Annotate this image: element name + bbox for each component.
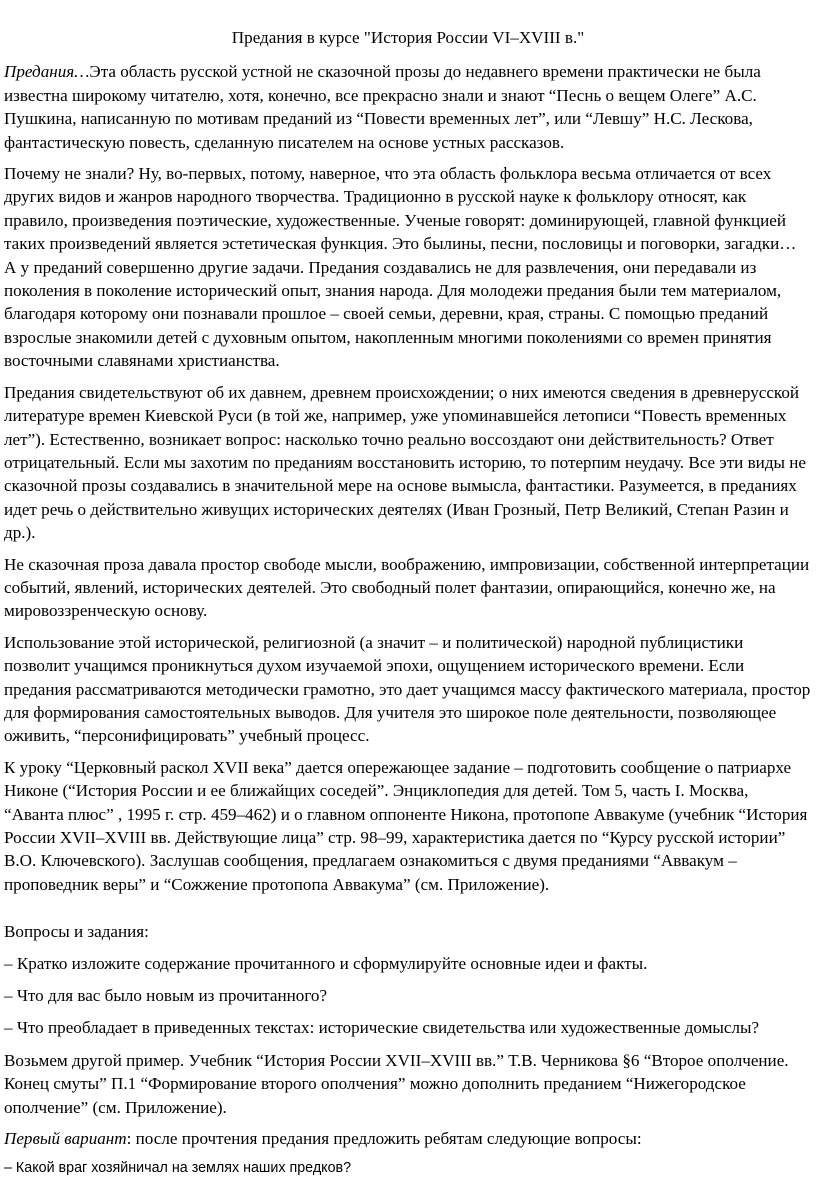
page-title: Предания в курсе "История России VI–XVIII в."	[231, 28, 585, 47]
paragraph-why: Почему не знали? Ну, во-первых, потому, наверное, что эта область фольклора весьма отличается от всех других видов и жанров народного творчества. Традиционно в русской науке к фольклору относят, как правило, произведения поэтические, художественные. Ученые говорят: доминирующей, главной функцией таких произведений является эстетическая функция. Это былины, песни, пословицы и поговорки, загадки… А у преданий совершенно другие задачи. Предания создавались не для развлечения, они передавали из поколения в поколение исторический опыт, знания народа. Для молодежи предания были тем материалом, благодаря которому они познавали прошлое – своей семьи, деревни, края, страны. С помощью преданий взрослые знакомили детей с духовным опытом, накопленным многими поколениями со времен принятия восточными славянами христианства.	[4, 164, 797, 371]
question-item: – Что для вас было новым из прочитанного?	[4, 986, 328, 1006]
paragraph-second-example: Возьмем другой пример. Учебник “История России XVII–XVIII вв.” Т.В. Черникова §6 “Второе ополчение. Конец смуты” П.1 “Формирование второго ополчения” можно дополнить преданием “Нижегородское ополчение” (см. Приложение).	[4, 1050, 789, 1117]
paragraph-lesson-schism: К уроку “Церковный раскол XVII века” дается опережающее задание – подготовить сообщение о патриархе Никоне (“История России и ее ближайщих соседей”. Энциклопедия для детей. Том 5, часть I. Москва, “Аванта плюс” , 1995 г. стр. 459–462) и о главном оппоненте Никона, протопопе Аввакуме (учебник “История России XVII–XVIII вв. Действующие лица” стр. 98–99, характеристика дается по “Курсу русской истории” В.О. Ключевского). Заслушав сообщения, предлагаем ознакомиться с двумя преданиями “Аввакум – проповедник веры” и “Сожжение протопопа Аввакума” (см. Приложение).	[4, 757, 808, 894]
first-variant-italic: Первый вариант	[4, 1129, 127, 1149]
question-item: – Кратко изложите содержание прочитанного и сформулируйте основные идеи и факты.	[4, 953, 648, 973]
intro-lead-italic: Предания…	[4, 62, 90, 82]
enemy-question-line: – Какой враг хозяйничал на землях наших предков?	[4, 1160, 352, 1177]
question-item: – Что преобладает в приведенных текстах: исторические свидетельства или художественные домыслы?	[4, 1018, 760, 1038]
questions-heading: Вопросы и задания:	[4, 922, 149, 942]
paragraph-intro	[4, 60, 812, 154]
paragraph-first-variant	[4, 1127, 812, 1150]
intro-text: Эта область русской устной не сказочной прозы до недавнего времени практически не была известна широкому читателю, хотя, конечно, все прекрасно знали и знают “Песнь о вещем Олеге” А.С. Пушкина, написанную по мотивам преданий из “Повести временных лет”, или “Левшу” Н.С. Лескова, фантастическую повесть, сделанную писателем на основе устных рассказов.	[4, 62, 761, 152]
first-variant-text: : после прочтения предания предложить ребятам следующие вопросы:	[126, 1129, 642, 1149]
paragraph-usage: Использование этой исторической, религиозной (а значит – и политической) народной публицистики позволит учащимся проникнуться духом изучаемой эпохи, ощущением исторического времени. Если предания рассматриваются методически грамотно, это дает учащимся массу фактического материала, простор для формирования самостоятельных выводов. Для учителя это широкое поле деятельности, позволяющее оживить, “персонифицировать” учебный процесс.	[4, 632, 811, 746]
paragraph-freedom: Не сказочная проза давала простор свободе мысли, воображению, импровизации, собственной интерпретации событий, явлений, исторических деятелей. Это свободный полет фантазии, опирающийся, конечно же, на мировоззренческую основу.	[4, 554, 810, 621]
paragraph-origin: Предания свидетельствуют об их давнем, древнем происхождении; о них имеются сведения в древнерусской литературе времен Киевской Руси (в той же, например, уже упоминавшейся летописи “Повесть временных лет”). Естественно, возникает вопрос: насколько точно реально воссоздают они действительность? Ответ отрицательный. Если мы захотим по преданиям восстановить историю, то потерпим неудачу. Все эти виды не сказочной прозы создавались в значительной мере на основе вымысла, фантастики. Разумеется, в преданиях идет речь о действительно живущих исторических деятелях (Иван Грозный, Петр Великий, Степан Разин и др.).	[4, 382, 807, 543]
